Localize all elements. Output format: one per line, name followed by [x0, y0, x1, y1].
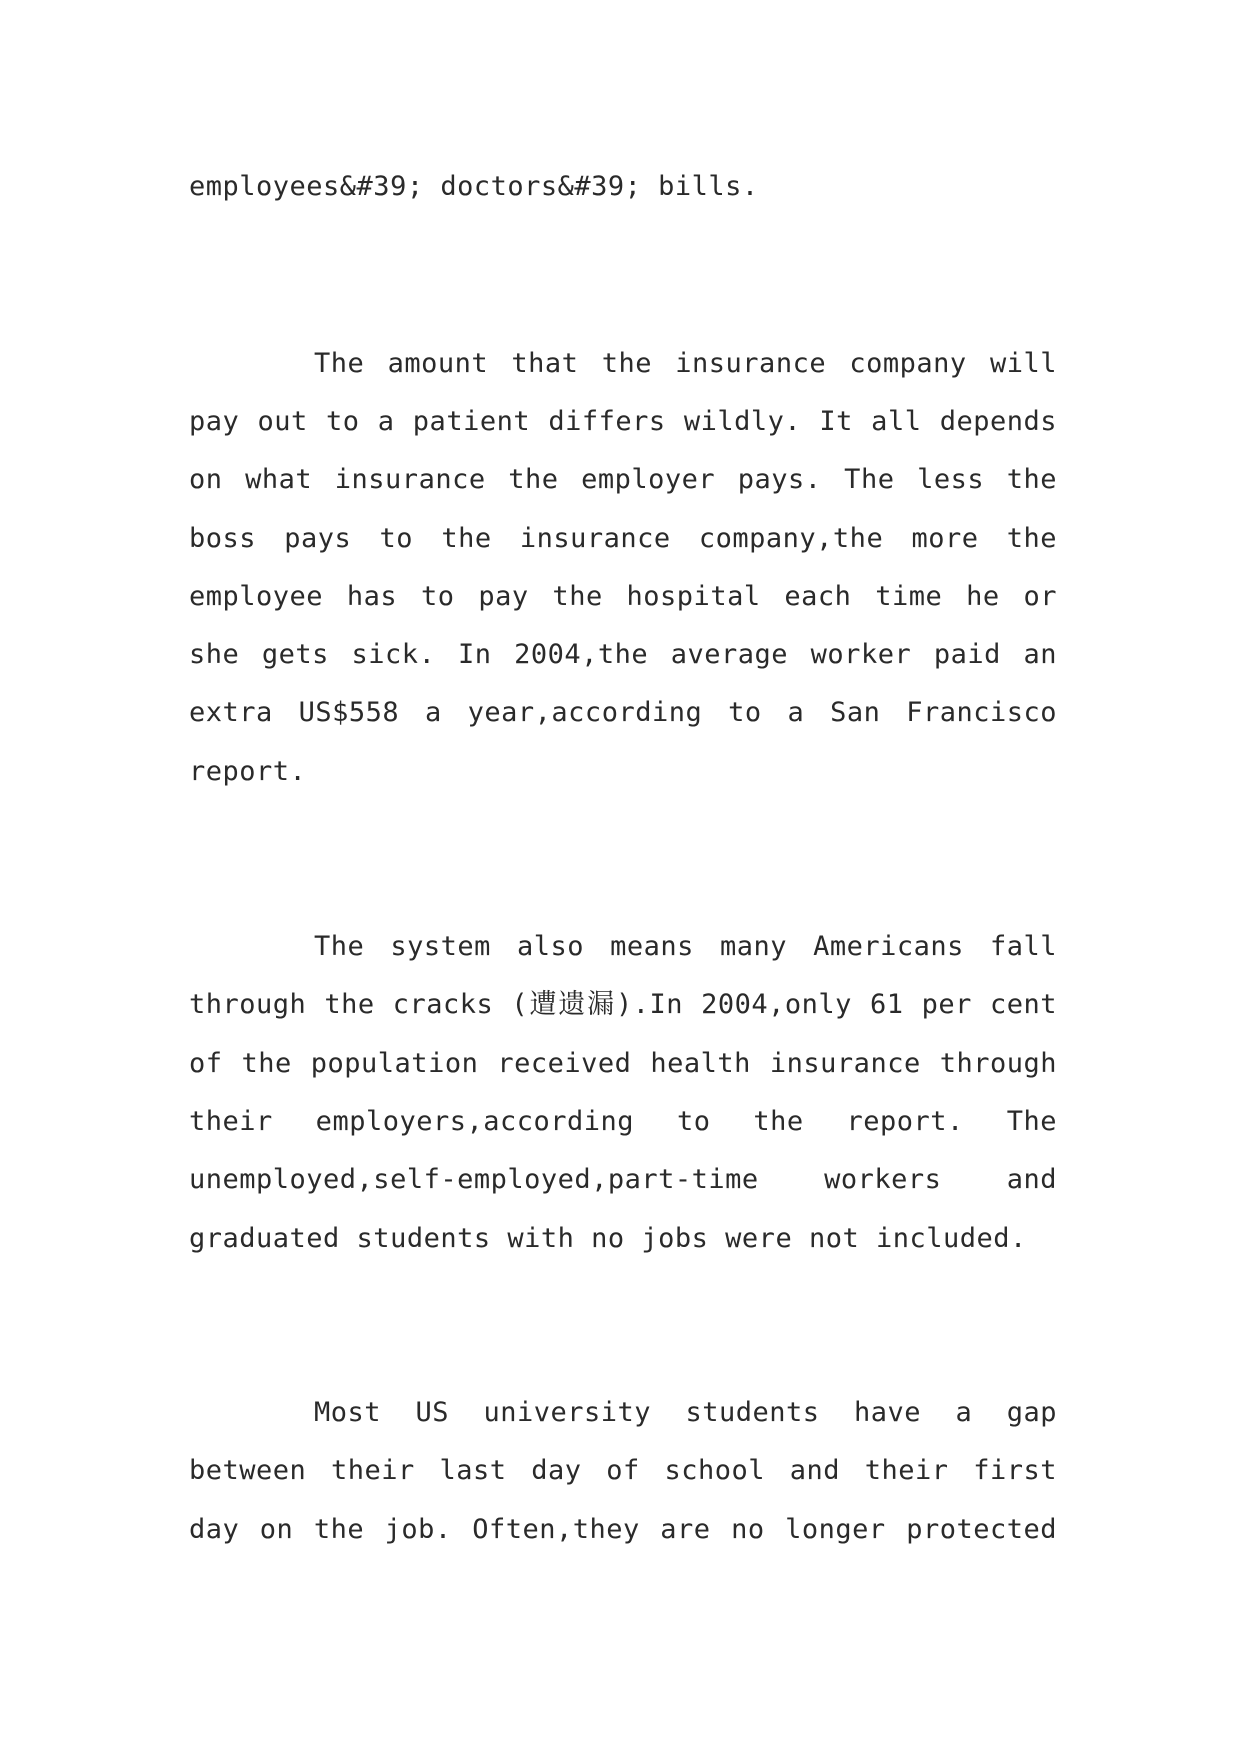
text-line: their employers,according to the report. The: [189, 1106, 1057, 1137]
text-line: The system also means many Americans fall: [314, 931, 1057, 962]
text-line: boss pays to the insurance company,the more the: [189, 523, 1057, 554]
text-line: unemployed,self-employed,part-time workers and: [189, 1164, 1057, 1195]
text-line: graduated students with no jobs were not included.: [189, 1223, 1027, 1254]
text-line: The amount that the insurance company will: [314, 348, 1057, 379]
text-line: employee has to pay the hospital each time he or: [189, 581, 1057, 612]
text-line: day on the job. Often,they are no longer protected: [189, 1514, 1057, 1545]
text-line: Most US university students have a gap: [314, 1397, 1057, 1428]
text-line: pay out to a patient differs wildly. It all depends: [189, 406, 1057, 437]
text-line: report.: [189, 756, 307, 787]
text-line: between their last day of school and their first: [189, 1455, 1057, 1486]
fragment-line: employees&#39; doctors&#39; bills.: [189, 171, 759, 202]
text-line: of the population received health insurance through: [189, 1048, 1057, 1079]
text-line: on what insurance the employer pays. The less the: [189, 464, 1057, 495]
text-line: extra US$558 a year,according to a San Francisco: [189, 697, 1057, 728]
text-line: through the cracks (遭遗漏).In 2004,only 61 per cent: [189, 989, 1057, 1020]
text-line: she gets sick. In 2004,the average worker paid an: [189, 639, 1057, 670]
